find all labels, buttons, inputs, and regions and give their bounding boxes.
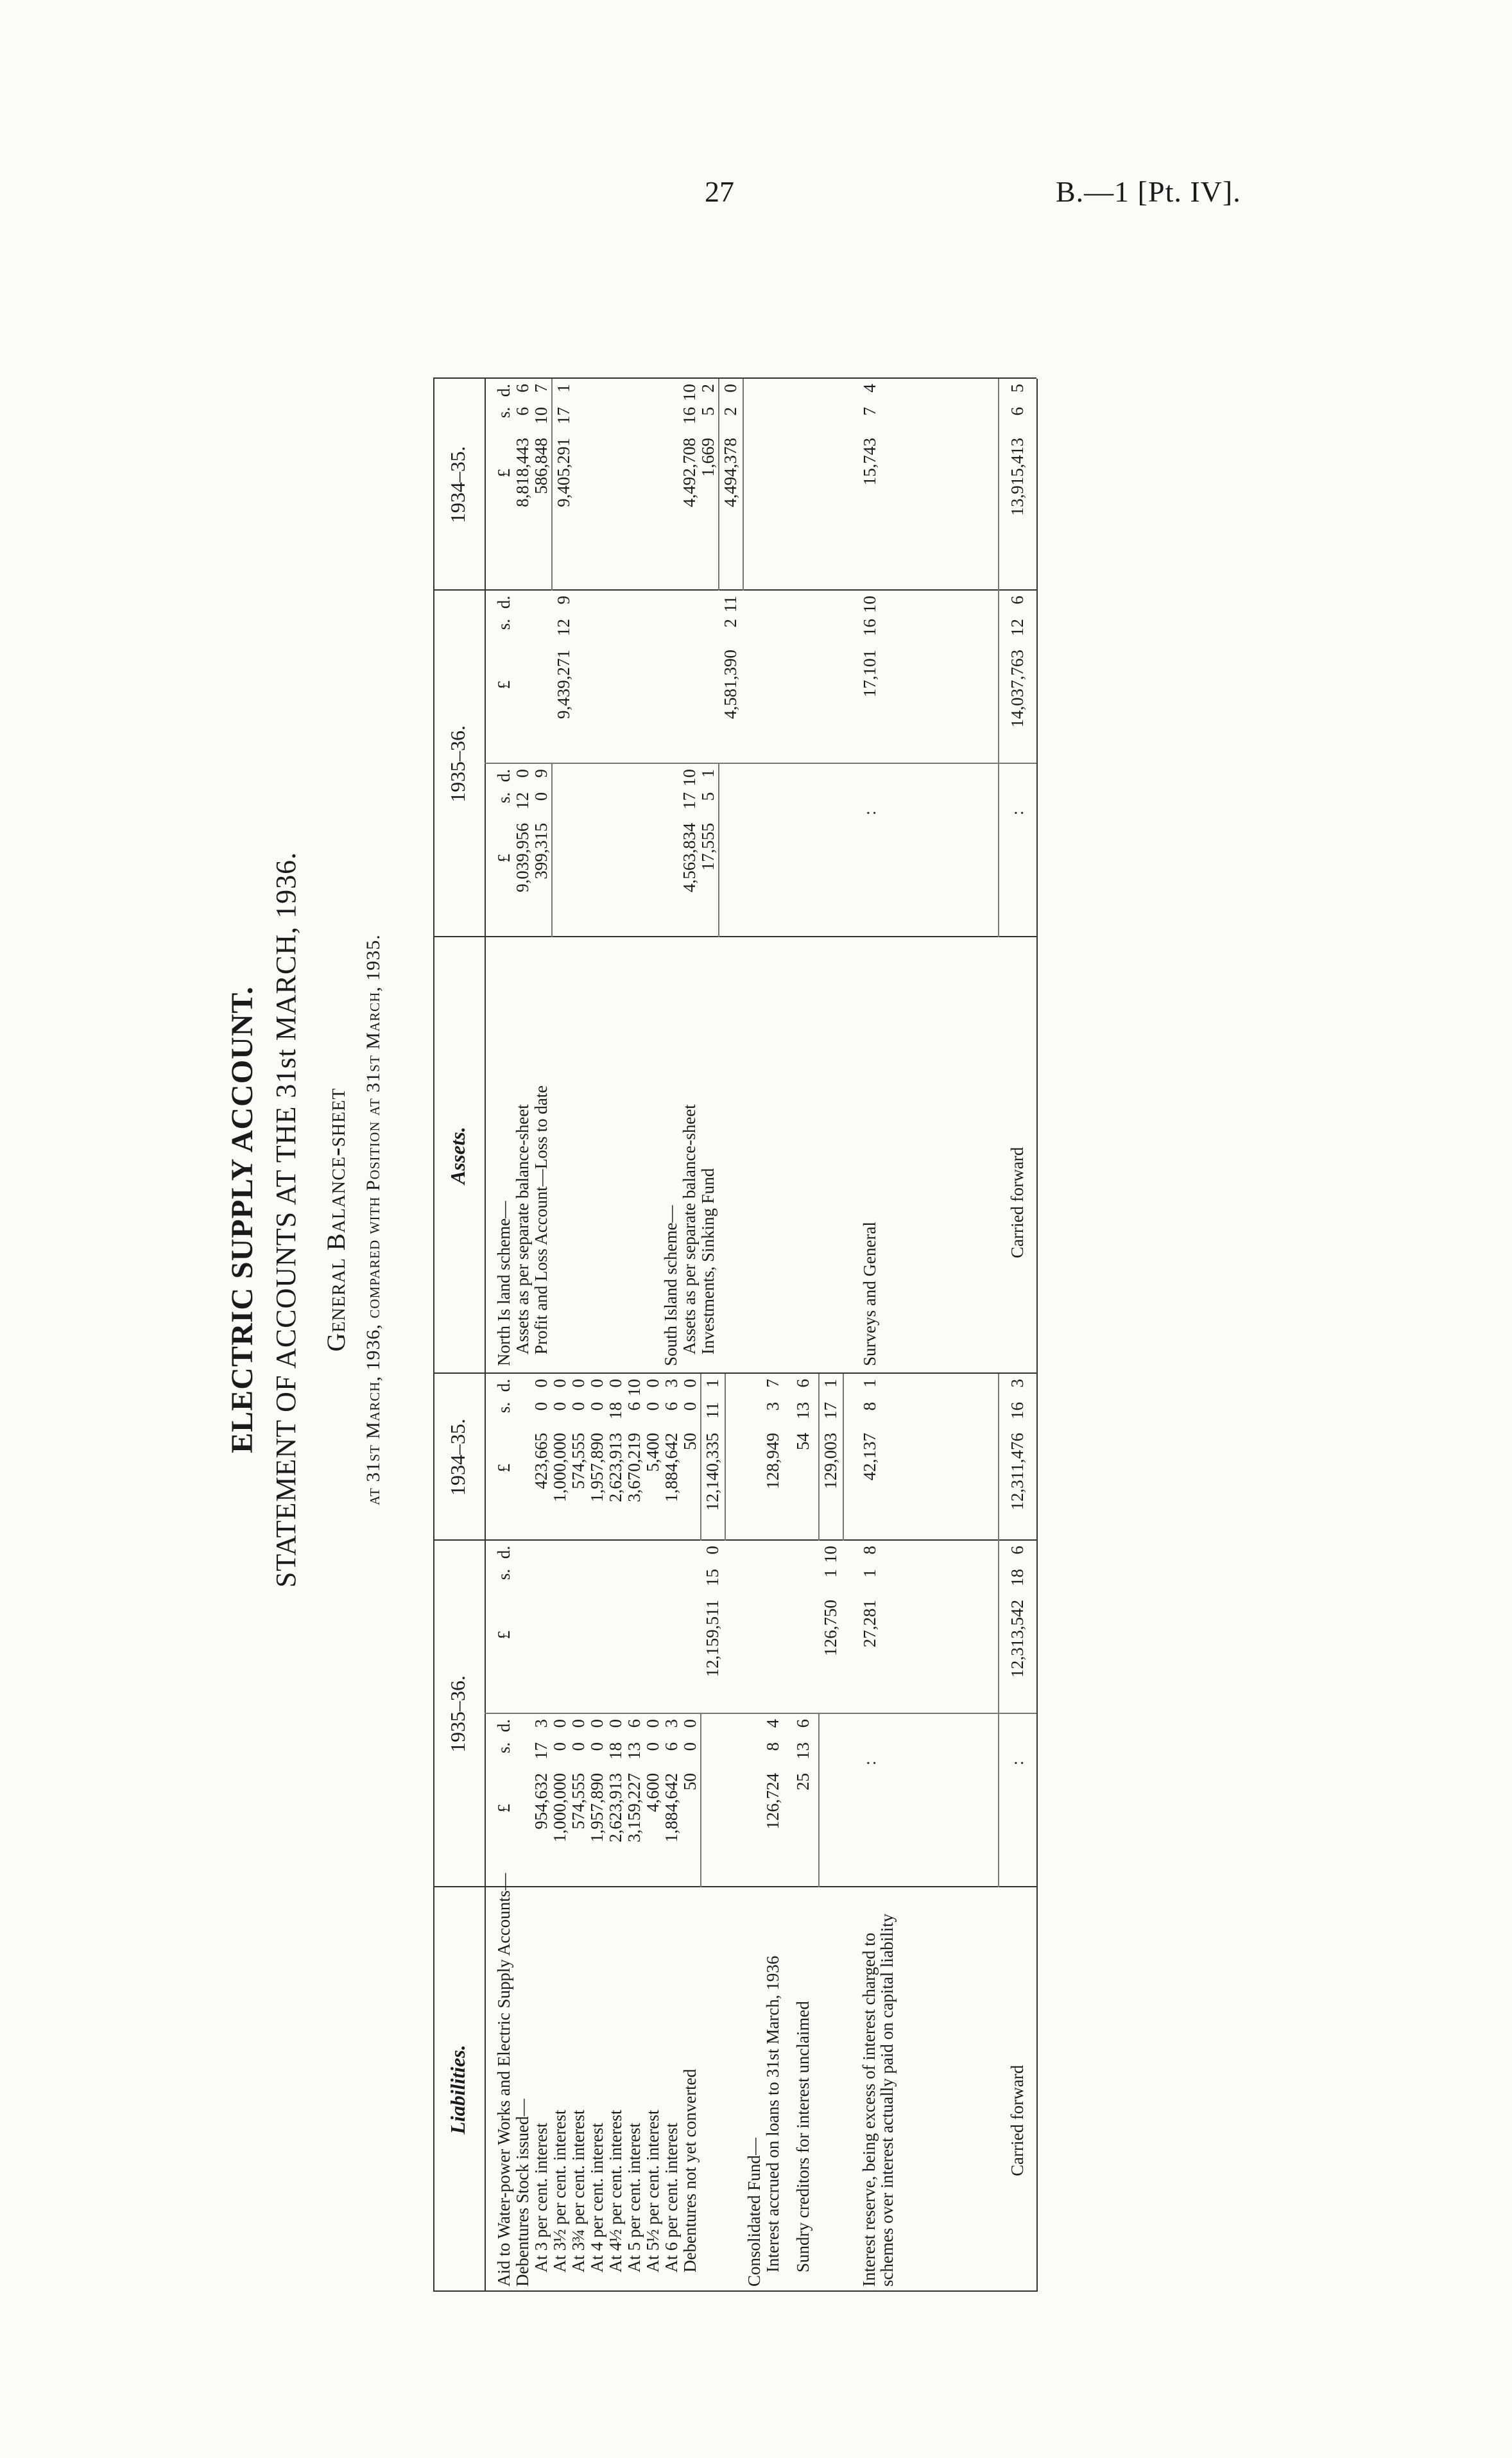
table-right-rule — [433, 377, 1036, 379]
consolidated-total-previous-pounds: 129,003 — [821, 1433, 840, 1489]
liab-prev-units-d: d. — [494, 1379, 513, 1392]
debenture-row-previous-pence: 0 — [606, 1379, 625, 1388]
asset-carried-forward-current-pence: 6 — [1008, 596, 1027, 605]
sundry-creditors-current-pence: 6 — [793, 1719, 812, 1728]
debentures-total-current-pounds: 12,159,511 — [703, 1600, 722, 1677]
asset-carried-rule — [998, 379, 999, 937]
debenture-row-previous-pounds: 1,884,642 — [662, 1433, 681, 1502]
page-reference: B.—1 [Pt. IV]. — [1056, 175, 1241, 208]
table-left-rule — [433, 2290, 1036, 2292]
north-island-row-current-pounds: 399,315 — [531, 823, 551, 879]
debenture-row-current-shillings: 0 — [550, 1742, 569, 1751]
north-island-row-current-pounds: 9,039,956 — [513, 823, 532, 892]
debenture-row-label: At 3½ per cent. interest — [550, 2109, 569, 2272]
debenture-row-previous-pence: 3 — [662, 1379, 681, 1388]
debenture-row-current-shillings: 0 — [680, 1742, 700, 1751]
asset-carried-leader: : — [1008, 810, 1027, 815]
assets-heading: Assets. — [446, 1127, 469, 1184]
debenture-row-previous-pence: 0 — [550, 1379, 569, 1388]
debenture-row-previous-shillings: 6 — [624, 1402, 644, 1411]
asset-carried-forward-current-shillings: 12 — [1008, 619, 1027, 636]
surveys-leader: : — [860, 810, 879, 815]
surveys-current-shillings: 16 — [860, 619, 879, 636]
sundry-creditors-previous-pence: 6 — [793, 1379, 812, 1388]
surveys-current-pence: 10 — [860, 596, 879, 613]
interest-reserve-previous-shillings: 8 — [860, 1402, 879, 1411]
north-subtotal-rule — [551, 764, 553, 937]
debenture-row-previous-pounds: 50 — [680, 1433, 700, 1450]
consolidated-total-rule — [843, 1374, 844, 1541]
south-island-total-current-pence: 11 — [721, 596, 740, 612]
north-island-total-current-pence: 9 — [554, 596, 573, 605]
debenture-row-previous-pounds: 2,623,913 — [606, 1433, 625, 1502]
inner-rule-liab — [485, 1713, 1036, 1714]
debenture-row-previous-shillings: 18 — [606, 1402, 625, 1419]
debenture-row-current-shillings: 6 — [662, 1742, 681, 1751]
asset-prev-units-s: s. — [494, 407, 513, 419]
liab-carried-forward-current-shillings: 18 — [1008, 1569, 1027, 1586]
surveys-current-pounds: 17,101 — [860, 650, 879, 698]
surveys-previous-pence: 4 — [860, 384, 879, 393]
debenture-row-current-pounds: 574,555 — [569, 1773, 588, 1830]
period-title: at 31st March, 1936, compared with Position at 31st March, 1935. — [363, 934, 384, 1505]
debenture-row-previous-pence: 0 — [531, 1379, 551, 1388]
debenture-row-label: At 4½ per cent. interest — [606, 2109, 625, 2272]
consolidated-total-current-pounds: 126,750 — [821, 1600, 840, 1656]
north-island-total-previous-pounds: 9,405,291 — [554, 438, 573, 507]
liab-cur-units-s: s. — [494, 1569, 513, 1580]
consolidated-title: Consolidated Fund— — [744, 2138, 764, 2287]
liab-carried-forward-current-pounds: 12,313,542 — [1008, 1600, 1027, 1678]
south-island-row-current-pence: 10 — [680, 769, 699, 786]
table-bottom-rule — [1036, 379, 1038, 2292]
debenture-row-current-shillings: 17 — [531, 1742, 551, 1760]
asset-prev-units-pound-sign: £ — [494, 469, 513, 478]
liab-inner-units-d: d. — [494, 1719, 513, 1733]
south-subtotal-rule — [718, 764, 719, 937]
statement-title: STATEMENT OF ACCOUNTS AT THE 31st MARCH, 1936. — [270, 851, 302, 1588]
debenture-row-current-pence: 6 — [624, 1719, 644, 1728]
header-rule — [485, 379, 486, 2292]
sundry-creditors-label: Sundry creditors for interest unclaimed — [793, 2001, 812, 2272]
south-island-row-current-pounds: 4,563,834 — [680, 823, 699, 892]
debenture-row-previous-shillings: 0 — [569, 1402, 588, 1411]
north-island-row-current-pence: 9 — [531, 769, 551, 778]
asset-inner-units-d: d. — [494, 769, 513, 783]
interest-reserve-leader: : — [860, 1760, 879, 1765]
debenture-row-label: Debentures not yet converted — [680, 2068, 700, 2272]
rotated-balance-sheet — [212, 128, 1046, 2311]
interest-accrued-previous-pounds: 128,949 — [763, 1433, 782, 1489]
interest-accrued-previous-pence: 7 — [763, 1379, 782, 1388]
south-island-row-current-shillings: 17 — [680, 792, 699, 809]
asset-inner-units-s: s. — [494, 792, 513, 804]
consolidated-prev-subtotal-rule — [818, 1374, 820, 1541]
south-island-row-previous-shillings: 5 — [698, 407, 717, 416]
north-island-total-current-pounds: 9,439,271 — [554, 650, 573, 719]
consolidated-total-previous-shillings: 17 — [821, 1402, 840, 1419]
liab-carried-forward-previous-shillings: 16 — [1008, 1402, 1027, 1419]
column-rule-0 — [433, 1886, 1036, 1887]
south-prev-subtotal-rule — [718, 379, 719, 591]
interest-accrued-current-shillings: 8 — [763, 1742, 782, 1751]
liab-carried-forward-previous-pence: 3 — [1008, 1379, 1027, 1388]
asset-cur-units-s: s. — [494, 619, 513, 630]
debenture-row-current-pence: 0 — [587, 1719, 606, 1728]
north-island-row-previous-pounds: 586,848 — [531, 438, 551, 494]
debenture-row-current-shillings: 0 — [587, 1742, 606, 1751]
debenture-row-label: At 6 per cent. interest — [662, 2122, 681, 2272]
surveys-previous-shillings: 7 — [860, 407, 879, 416]
debenture-row-previous-pence: 10 — [624, 1379, 644, 1396]
north-island-row-previous-pence: 7 — [531, 384, 551, 393]
column-rule-1 — [433, 1539, 1036, 1541]
liab-col-1935: 1934–35. — [446, 1419, 469, 1496]
north-island-row-label: Assets as per separate balance-sheet — [513, 1104, 532, 1354]
asset-carried-forward-previous-shillings: 6 — [1008, 407, 1027, 416]
debenture-row-current-pounds: 3,159,227 — [624, 1773, 644, 1842]
debenture-row-previous-pounds: 1,957,890 — [587, 1433, 606, 1502]
debenture-row-current-shillings: 13 — [624, 1742, 644, 1760]
consolidated-total-current-shillings: 1 — [821, 1569, 840, 1578]
debenture-row-previous-shillings: 0 — [550, 1402, 569, 1411]
debenture-row-label: At 5 per cent. interest — [624, 2122, 644, 2272]
asset-col-1936: 1935–36. — [446, 725, 469, 802]
interest-accrued-current-pence: 4 — [763, 1719, 782, 1728]
debenture-row-current-pence: 3 — [662, 1719, 681, 1728]
debentures-total-previous-shillings: 11 — [703, 1402, 722, 1419]
south-island-row-previous-shillings: 16 — [680, 407, 699, 424]
south-island-row-current-shillings: 5 — [698, 792, 717, 801]
debenture-row-previous-pounds: 5,400 — [643, 1433, 662, 1472]
sundry-creditors-previous-pounds: 54 — [793, 1433, 812, 1450]
debenture-row-previous-shillings: 0 — [680, 1402, 700, 1411]
asset-prev-units-d: d. — [494, 384, 513, 397]
debenture-row-current-shillings: 18 — [606, 1742, 625, 1760]
debentures-subtotal-rule — [700, 1714, 701, 1887]
debentures-total-current-pence: 0 — [703, 1546, 722, 1555]
debenture-row-previous-pence: 0 — [569, 1379, 588, 1388]
debenture-row-previous-shillings: 0 — [643, 1402, 662, 1411]
debenture-row-current-pence: 0 — [643, 1719, 662, 1728]
debenture-row-current-pence: 0 — [569, 1719, 588, 1728]
debenture-row-current-pounds: 2,623,913 — [606, 1773, 625, 1842]
interest-reserve-previous-pence: 1 — [860, 1379, 879, 1388]
south-island-row-previous-pounds: 1,669 — [698, 438, 717, 477]
sundry-creditors-current-pounds: 25 — [793, 1773, 812, 1790]
south-island-row-previous-pence: 10 — [680, 384, 699, 401]
table-top-rule — [433, 379, 434, 2292]
debenture-row-previous-pounds: 423,665 — [531, 1433, 551, 1489]
liab-prev-units-pound-sign: £ — [494, 1464, 513, 1473]
sundry-creditors-previous-shillings: 13 — [793, 1402, 812, 1419]
debenture-row-label: At 3 per cent. interest — [531, 2122, 551, 2272]
liab-carried-forward-previous-pounds: 12,311,476 — [1008, 1433, 1027, 1510]
debenture-row-previous-pence: 0 — [587, 1379, 606, 1388]
liab-inner-units-pound-sign: £ — [494, 1804, 513, 1813]
debenture-row-current-pounds: 1,000,000 — [550, 1773, 569, 1842]
debenture-row-current-shillings: 0 — [569, 1742, 588, 1751]
south-island-row-current-pence: 1 — [698, 769, 717, 778]
south-island-total-current-shillings: 2 — [721, 619, 740, 628]
debenture-row-previous-pounds: 574,555 — [569, 1433, 588, 1489]
south-island-row-previous-pounds: 4,492,708 — [680, 438, 699, 507]
liab-cur-units-d: d. — [494, 1546, 513, 1559]
south-island-total-current-pounds: 4,581,390 — [721, 650, 740, 719]
debenture-row-previous-shillings: 0 — [587, 1402, 606, 1411]
interest-reserve-label: Interest reserve, being excess of interest charged to schemes over interest actually paid on capital liability — [859, 1913, 897, 2287]
interest-reserve-current-pounds: 27,281 — [860, 1600, 879, 1648]
debenture-row-previous-pence: 0 — [680, 1379, 700, 1388]
interest-accrued-previous-shillings: 3 — [763, 1402, 782, 1411]
debenture-row-previous-pounds: 1,000,000 — [550, 1433, 569, 1502]
section-title: General Balance-sheet — [322, 1087, 350, 1352]
south-island-row-label: Investments, Sinking Fund — [698, 1168, 717, 1354]
north-island-row-previous-pounds: 8,818,443 — [513, 438, 532, 507]
south-island-total-previous-shillings: 2 — [721, 407, 740, 416]
debenture-row-previous-pence: 0 — [643, 1379, 662, 1388]
north-island-row-current-pence: 0 — [513, 769, 532, 778]
surveys-label: Surveys and General — [860, 1222, 879, 1366]
debenture-row-current-pence: 0 — [680, 1719, 700, 1728]
column-rule-2 — [433, 1372, 1036, 1374]
north-island-total-previous-pence: 1 — [554, 384, 573, 393]
debenture-row-label: At 3¾ per cent. interest — [569, 2109, 588, 2272]
asset-cur-units-d: d. — [494, 596, 513, 609]
liab-carried-forward-current-pence: 6 — [1008, 1546, 1027, 1555]
consolidated-total-previous-pence: 1 — [821, 1379, 840, 1388]
south-island-row-previous-pence: 2 — [698, 384, 717, 393]
asset-inner-units-pound-sign: £ — [494, 854, 513, 863]
debenture-row-current-pounds: 1,957,890 — [587, 1773, 606, 1842]
liab-carried-forward-label: Carried forward — [1008, 2064, 1027, 2176]
south-total-rule — [743, 379, 744, 591]
liab-inner-units-s: s. — [494, 1742, 513, 1754]
north-island-row-previous-shillings: 10 — [531, 407, 551, 424]
debentures-total-current-shillings: 15 — [703, 1569, 722, 1586]
north-island-row-label: Profit and Loss Account—Loss to date — [531, 1085, 551, 1354]
interest-reserve-previous-pounds: 42,137 — [860, 1433, 879, 1481]
north-island-row-previous-shillings: 6 — [513, 407, 532, 416]
liab-carried-leader: : — [1008, 1760, 1027, 1765]
liab-prev-units-s: s. — [494, 1402, 513, 1414]
debenture-row-previous-shillings: 0 — [531, 1402, 551, 1411]
interest-reserve-current-shillings: 1 — [860, 1569, 879, 1578]
debenture-row-current-shillings: 0 — [643, 1742, 662, 1751]
liab-col-1936: 1935–36. — [446, 1675, 469, 1753]
north-island-row-previous-pence: 6 — [513, 384, 532, 393]
asset-cur-units-pound-sign: £ — [494, 680, 513, 689]
interest-accrued-current-pounds: 126,724 — [763, 1773, 782, 1830]
debenture-row-previous-pounds: 3,670,219 — [624, 1433, 644, 1502]
sundry-creditors-current-shillings: 13 — [793, 1742, 812, 1760]
debenture-row-current-pounds: 1,884,642 — [662, 1773, 681, 1842]
debenture-row-current-pounds: 954,632 — [531, 1773, 551, 1830]
debentures-total-rule — [725, 1374, 726, 1541]
consolidated-subtotal-rule — [818, 1714, 820, 1887]
south-island-total-previous-pounds: 4,494,378 — [721, 438, 740, 507]
debenture-row-current-pence: 0 — [550, 1719, 569, 1728]
consolidated-total-current-pence: 10 — [821, 1546, 840, 1563]
south-island-title: South Island scheme— — [661, 1205, 680, 1366]
north-island-row-current-shillings: 0 — [531, 792, 551, 801]
north-prev-subtotal-rule — [551, 379, 553, 591]
debenture-row-previous-shillings: 6 — [662, 1402, 681, 1411]
debenture-row-current-pounds: 4,600 — [643, 1773, 662, 1812]
asset-col-1935: 1934–35. — [446, 446, 469, 523]
debenture-row-current-pence: 3 — [531, 1719, 551, 1728]
interest-accrued-label: Interest accrued on loans to 31st March, 1936 — [763, 1955, 782, 2272]
south-island-row-current-pounds: 17,555 — [698, 823, 717, 871]
debenture-row-current-pounds: 50 — [680, 1773, 700, 1790]
aid-title: Aid to Water-power Works and Electric Supply Accounts— — [494, 1873, 513, 2287]
debentures-total-previous-pounds: 12,140,335 — [703, 1433, 722, 1511]
debenture-row-label: At 5½ per cent. interest — [643, 2109, 662, 2272]
page-number: 27 — [705, 175, 734, 208]
north-island-row-current-shillings: 12 — [513, 792, 532, 809]
asset-carried-forward-label: Carried forward — [1008, 1147, 1027, 1258]
south-island-row-label: Assets as per separate balance-sheet — [680, 1104, 699, 1354]
asset-carried-forward-previous-pounds: 13,915,413 — [1008, 438, 1027, 516]
liab-carried-rule — [998, 1374, 999, 1887]
debenture-row-label: At 4 per cent. interest — [587, 2122, 606, 2272]
debentures-title: Debentures Stock issued— — [513, 2099, 532, 2287]
asset-carried-forward-current-pounds: 14,037,763 — [1008, 650, 1027, 728]
debentures-prev-subtotal-rule — [700, 1374, 701, 1541]
main-title: ELECTRIC SUPPLY ACCOUNT. — [225, 986, 259, 1453]
asset-carried-forward-previous-pence: 5 — [1008, 384, 1027, 393]
debenture-row-current-pence: 0 — [606, 1719, 625, 1728]
south-island-total-previous-pence: 0 — [721, 384, 740, 393]
interest-reserve-current-pence: 8 — [860, 1546, 879, 1555]
north-island-total-current-shillings: 12 — [554, 619, 573, 636]
surveys-previous-pounds: 15,743 — [860, 438, 879, 486]
liabilities-heading: Liabilities. — [446, 2045, 469, 2134]
debentures-total-previous-pence: 1 — [703, 1379, 722, 1388]
north-island-total-previous-shillings: 17 — [554, 407, 573, 424]
north-island-title: North Is land scheme— — [494, 1200, 513, 1366]
liab-cur-units-pound-sign: £ — [494, 1631, 513, 1640]
